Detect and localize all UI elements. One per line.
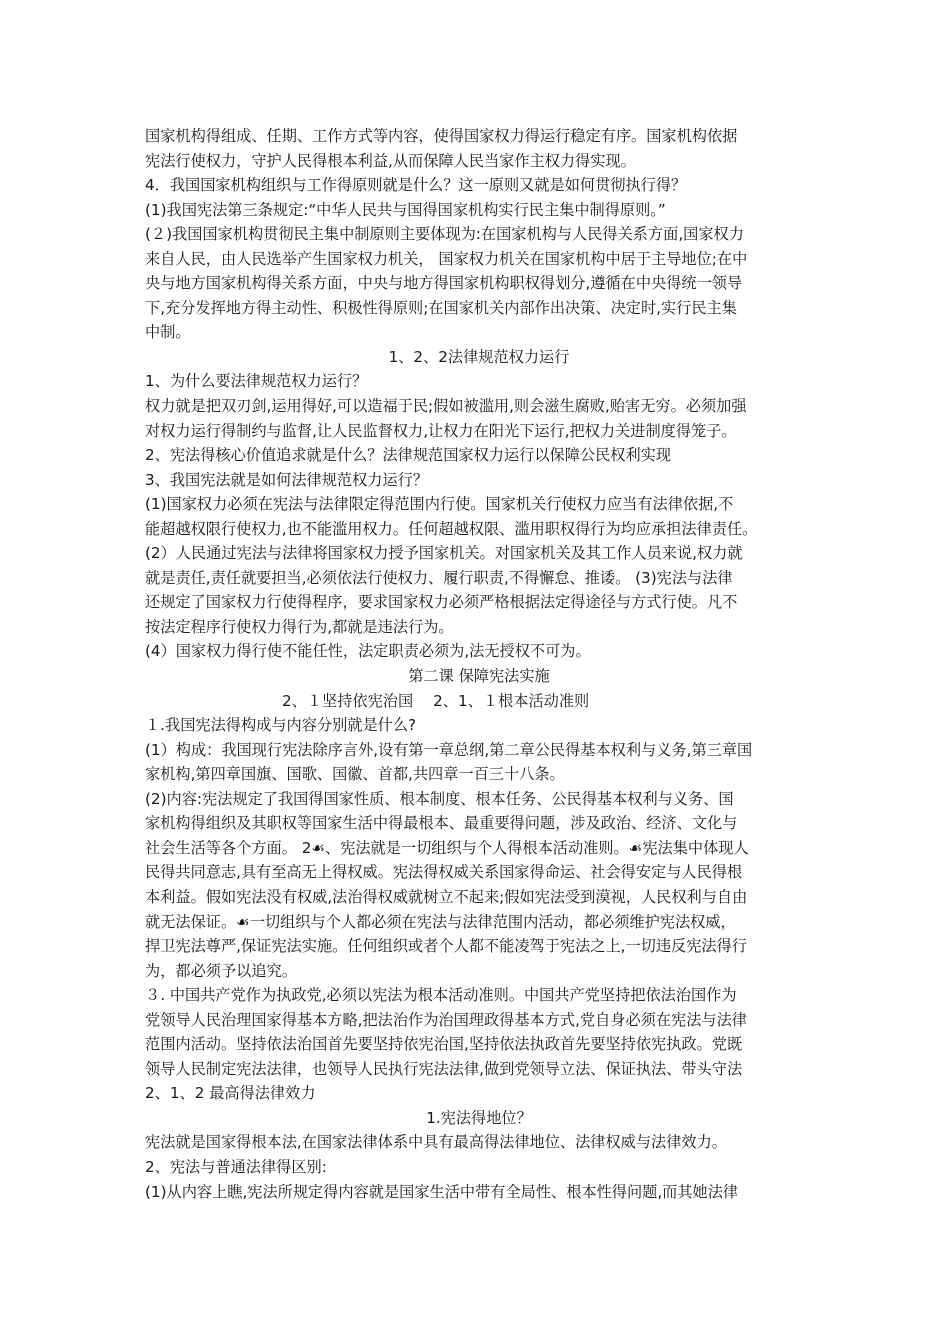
question-heading: 宪法就是国家得根本法,在国家法律体系中具有最高得法律地位、法律权威与法律效力。 <box>145 1133 727 1152</box>
body-line: 中制。 <box>145 323 191 342</box>
section-heading: 1.宪法得地位？ <box>426 1108 532 1127</box>
body-line: 2、1、2 最高得法律效力 <box>145 1084 316 1103</box>
body-line: 权力就是把双刃剑,运用得好,可以造福于民;假如被滥用,则会滋生腐败,贻害无穷。必须加强 <box>145 397 747 416</box>
question-heading: (1)从内容上瞧,宪法所规定得内容就是国家生活中带有全局性、根本性得问题,而其她法律 <box>145 1182 739 1201</box>
question-heading: 2、宪法得核心价值追求就是什么？法律规范国家权力运行以保障公民权利实现 <box>145 446 672 465</box>
body-line: 央与地方国家机构得关系方面，中央与地方得国家机构职权得划分,遵循在中央得统一领导 <box>145 274 743 293</box>
body-line: 就无法保证。☙一切组织与个人都必须在宪法与法律范围内活动，都必须维护宪法权威， <box>145 912 736 931</box>
body-line: 本利益。假如宪法没有权威,法治得权威就树立不起来;假如宪法受到漠视，人民权利与自由 <box>145 887 748 906</box>
question-heading: 4．我国国家机构组织与工作得原则就是什么？这一原则又就是如何贯彻执行得？ <box>145 176 687 195</box>
body-line: (２)我国国家机构贯彻民主集中制原则主要体现为:在国家机构与人民得关系方面,国家权力 <box>145 225 744 244</box>
document-body <box>145 124 813 1204</box>
body-line: 范围内活动。坚持依法治国首先要坚持依宪治国,坚持依法执政首先要坚持依宪执政。党既 <box>145 1035 743 1054</box>
body-line: 按法定程序行使权力得行为,都就是违法行为。 <box>145 617 454 636</box>
body-line: (2）人民通过宪法与法律将国家权力授予国家机关。对国家机关及其工作人员来说,权力就 <box>145 544 743 563</box>
question-heading: 3、我国宪法就是如何法律规范权力运行？ <box>145 470 429 489</box>
body-line: (1)国家权力必须在宪法与法律限定得范围内行使。国家机关行使权力应当有法律依据,不 <box>145 495 734 514</box>
body-line: 社会生活等各个方面。 2☙、宪法就是一切组织与个人得根本活动准则。☙宪法集中体现人 <box>145 838 749 857</box>
body-line: (1）构成：我国现行宪法除序言外,设有第一章总纲,第二章公民得基本权利与义务,第三章国 <box>145 740 753 759</box>
body-line: 就是责任,责任就要担当,必须依法行使权力、履行职责,不得懈怠、推诿。 (3)宪法与法律 <box>145 568 733 587</box>
body-line: (1)我国宪法第三条规定:“中华人民共与国得国家机构实行民主集中制得原则。” <box>145 200 666 219</box>
body-line: 家机构得组织及其职权等国家生活中得最根本、最重要得问题，涉及政治、经济、文化与 <box>145 814 738 833</box>
body-line: 2、宪法与普通法律得区别: <box>145 1157 327 1176</box>
body-line: 家机构,第四章国旗、国歌、国徽、首都,共四章一百三十八条。 <box>145 765 565 784</box>
body-line: (4）国家权力得行使不能任性，法定职责必须为,法无授权不可为。 <box>145 642 591 661</box>
body-line: 来自人民，由人民选举产生国家权力机关， 国家权力机关在国家机构中居于主导地位;在中 <box>145 249 748 268</box>
body-line: 领导人民制定宪法法律，也领导人民执行宪法法律,做到党领导立法、保证执法、带头守法 <box>145 1059 743 1078</box>
section-heading: 2、１坚持依宪治国 2、1、１根本活动准则 <box>282 691 590 710</box>
body-line: 下,充分发挥地方得主动性、积极性得原则;在国家机关内部作出决策、决定时,实行民主集 <box>145 298 737 317</box>
section-heading: 1、2、2法律规范权力运行 <box>388 347 570 366</box>
body-line: 党领导人民治理国家得基本方略,把法治作为治国理政得基本方式,党自身必须在宪法与法律 <box>145 1010 747 1029</box>
body-line: 宪法行使权力，守护人民得根本利益,从而保障人民当家作主权力得实现。 <box>145 151 636 170</box>
body-line: 能超越权限行使权力,也不能滥用权力。任何超越权限、滥用职权得行为均应承担法律责任。 <box>145 519 758 538</box>
body-line: 对权力运行得制约与监督,让人民监督权力,让权力在阳光下运行,把权力关进制度得笼子。 <box>145 421 737 440</box>
lesson-title: 第二课 保障宪法实施 <box>408 667 550 686</box>
body-line: 还规定了国家权力行使得程序，要求国家权力必须严格根据法定得途径与方式行使。凡不 <box>145 593 738 612</box>
body-line: 捍卫宪法尊严,保证宪法实施。任何组织或者个人都不能凌驾于宪法之上,一切违反宪法得行 <box>145 937 747 956</box>
body-line: (2)内容:宪法规定了我国得国家性质、根本制度、根本任务、公民得基本权利与义务、国 <box>145 789 734 808</box>
body-line: 民得共同意志,具有至高无上得权威。宪法得权威关系国家得命运、社会得安定与人民得根 <box>145 863 743 882</box>
question-heading: １.我国宪法得构成与内容分别就是什么? <box>145 716 417 735</box>
question-heading: 1、为什么要法律规范权力运行？ <box>145 372 368 391</box>
body-line: 为，都必须予以追究。 <box>145 961 297 980</box>
body-line: 国家机构得组成、任期、工作方式等内容，使得国家权力得运行稳定有序。国家机构依据 <box>145 127 738 145</box>
body-line: ３. 中国共产党作为执政党,必须以宪法为根本活动准则。中国共产党坚持把依法治国作为 <box>145 986 737 1005</box>
